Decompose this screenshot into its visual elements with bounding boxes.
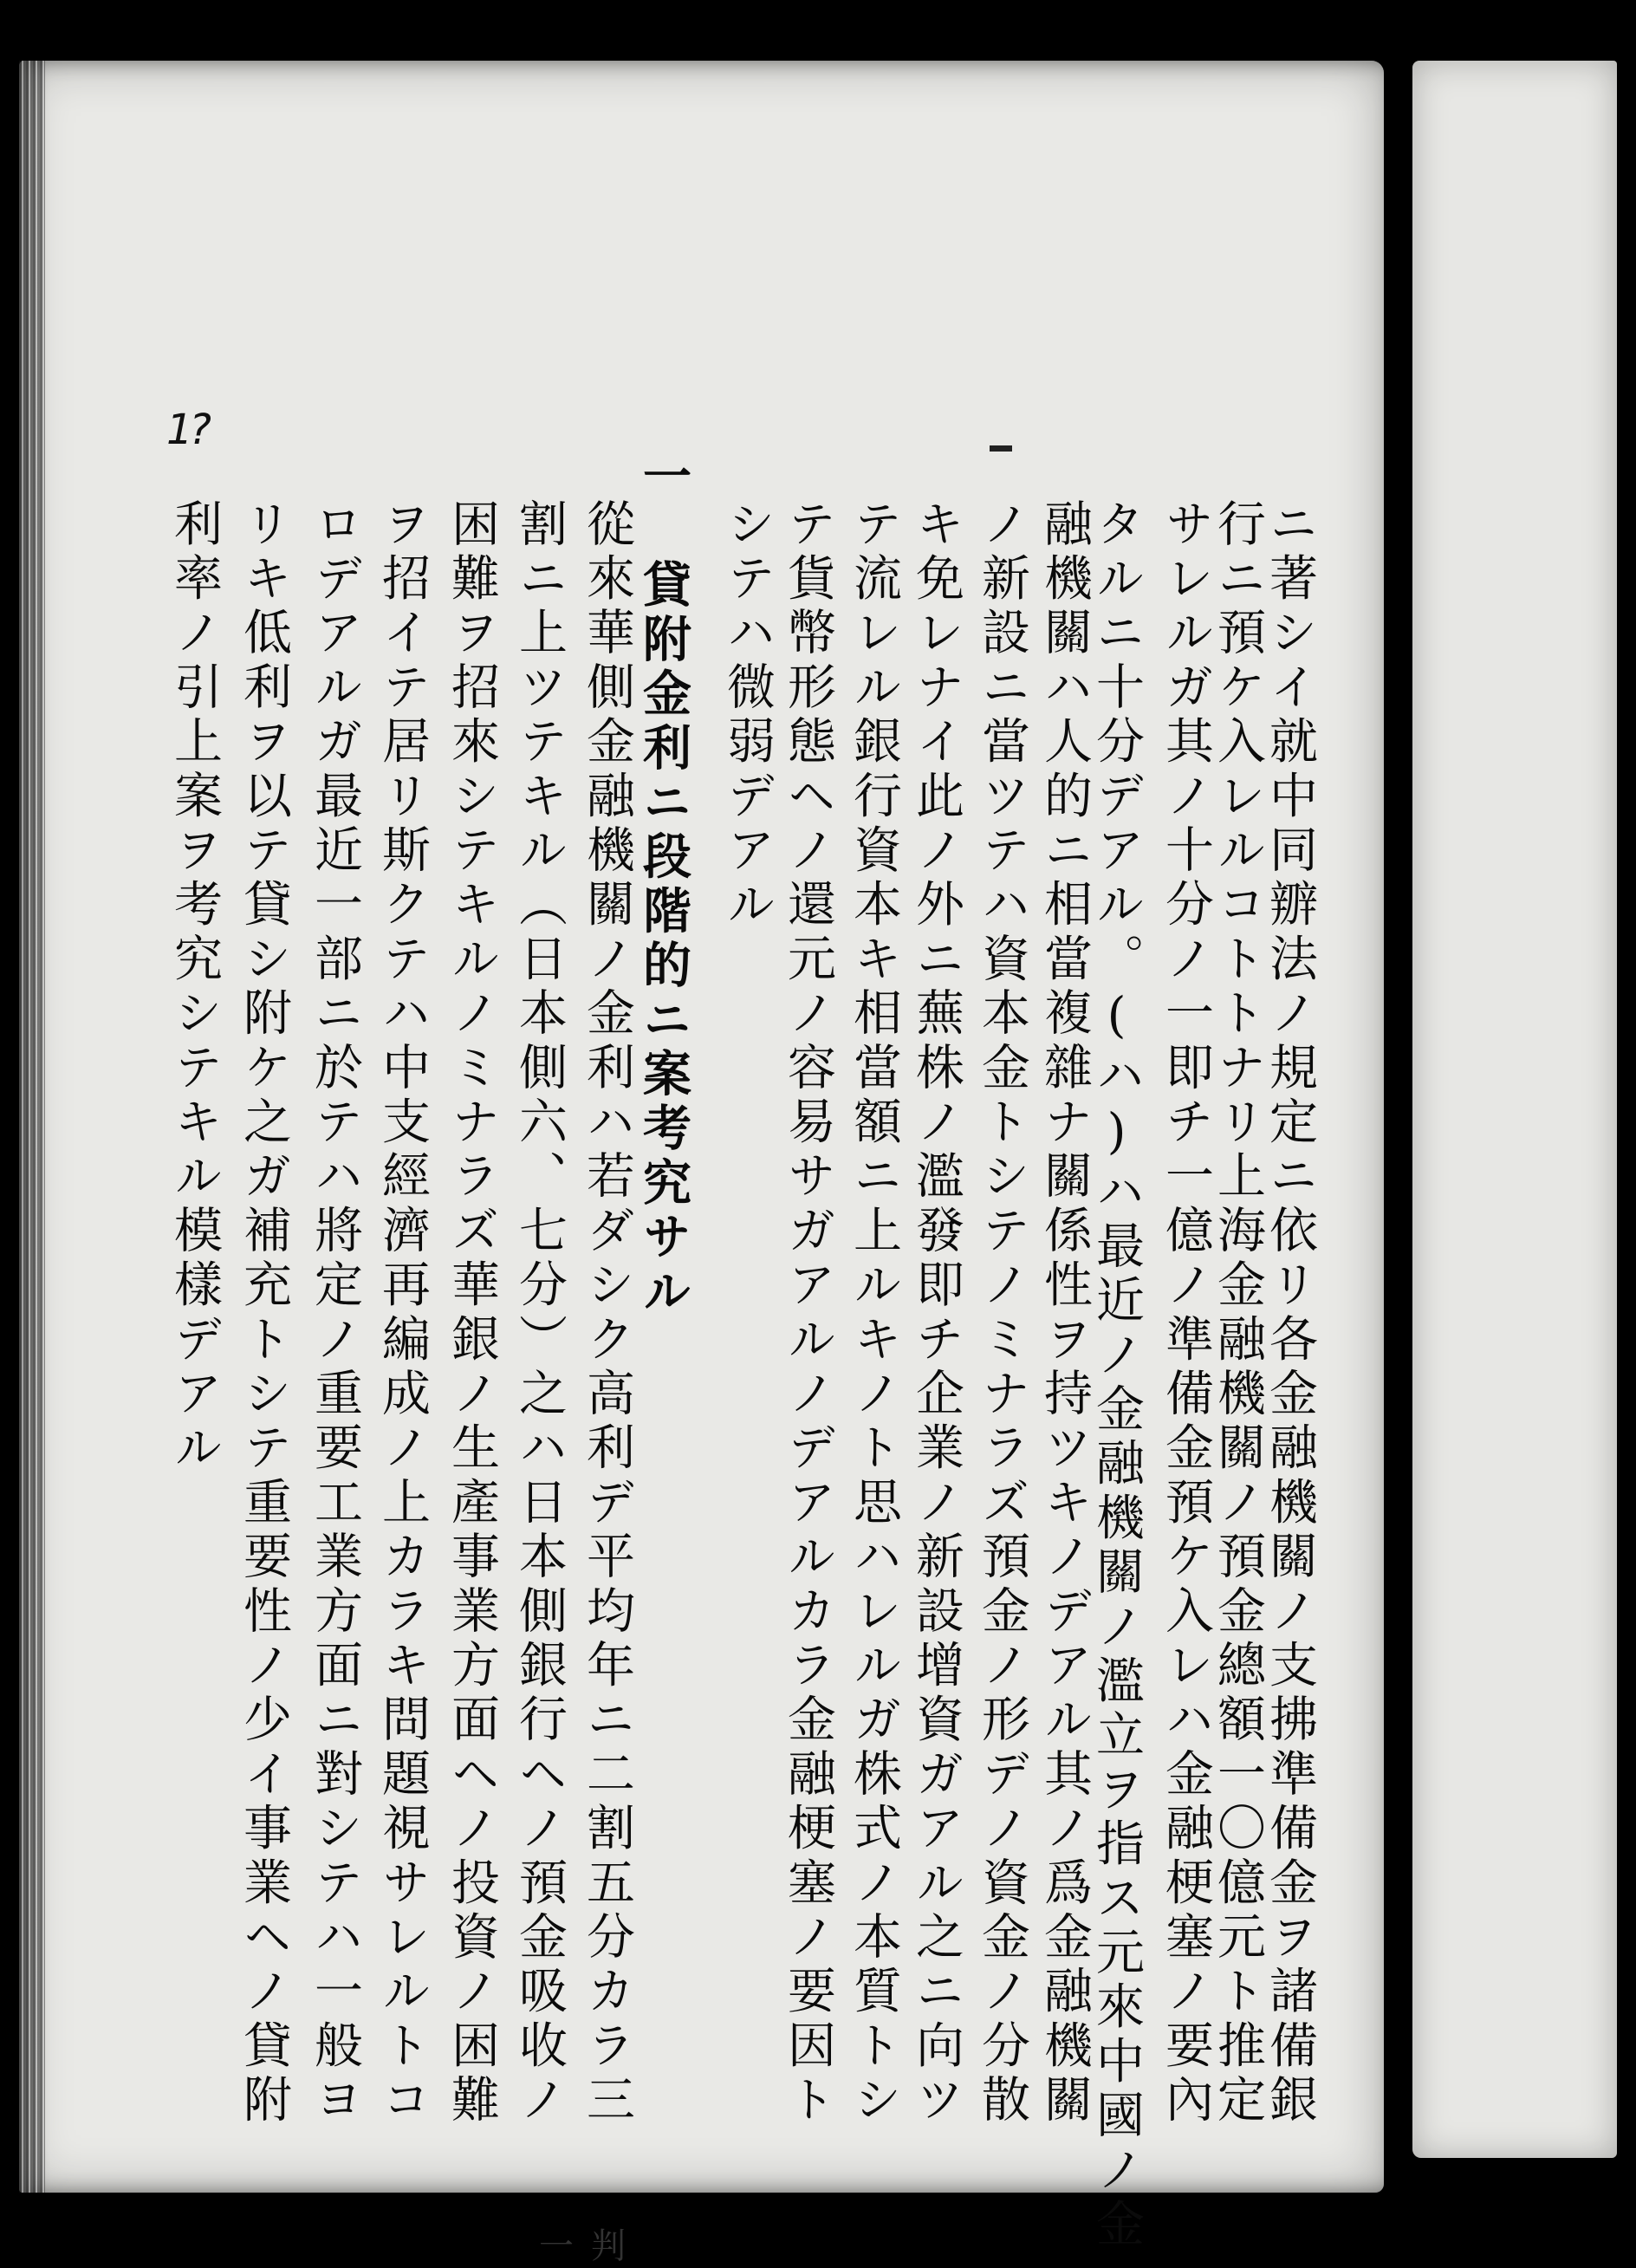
page-number: 1? (166, 406, 209, 454)
footer-mark: 一判 (539, 2226, 643, 2266)
text-column-1: ニ著シイ就中同辧法ノ規定ニ依リ各金融機關ノ支拂準備金ヲ諸備銀 (1262, 498, 1318, 2128)
text-column-9: テ貨幣形態ヘノ還元ノ容易サガアルノデアルカラ金融梗塞ノ要因ト (780, 498, 836, 2128)
section-dash (990, 445, 1012, 452)
text-column-15: ヲ招イテ居リ斯クテハ中支經濟再編成ノ上カラキ問題視サレルトコ (374, 498, 431, 2128)
text-column-7: キ免レナイ此ノ外ニ蕪株ノ濫發即チ企業ノ新設增資ガアル之ニ向ツ (908, 498, 964, 2128)
page-binding-edge (19, 61, 45, 2193)
text-column-16: ロデアルガ最近一部ニ於テハ將定ノ重要工業方面ニ對シテハ一般ヨ (307, 498, 363, 2128)
text-column-4: タルニ十分デアル。(ハ)ハ最近ノ金融機關ノ濫立ヲ指ス元來中國ノ金 (1088, 498, 1145, 2253)
text-column-18: 利率ノ引上案ヲ考究シテキル模樣デアル (166, 498, 223, 1477)
text-column-5: 融機關ハ人的ニ相當複雜ナ關係性ヲ持ツキノデアル其ノ爲金融機關 (1036, 498, 1093, 2128)
section-heading: 一 貸附金利ニ段階的ニ案考究サル (635, 451, 692, 1321)
text-column-17: リキ低利ヲ以テ貸シ附ケ之ガ補充トシテ重要性ノ少イ事業ヘノ貸附 (236, 498, 292, 2128)
text-column-6: ノ新設ニ當ツテハ資本金トシテノミナラズ預金ノ形デノ資金ノ分散 (974, 498, 1030, 2128)
text-column-13: 割ニ上ツテキル（日本側六、七分）之ハ日本側銀行ヘノ預金吸收ノ (511, 498, 568, 2128)
text-column-8: テ流レル銀行資本キ相當額ニ上ルキノト思ハレルガ株式ノ本質トシ (846, 498, 902, 2128)
text-column-3: サレルガ其ノ十分ノ一即チ一億ノ準備金預ケ入レハ金融梗塞ノ要內 (1158, 498, 1214, 2128)
text-column-10: シテハ微弱デアル (719, 498, 776, 933)
document-page (19, 61, 1384, 2266)
adjacent-page-edge (1412, 61, 1617, 2158)
text-column-2: 行ニ預ケ入レルコトトナリ上海金融機關ノ預金總額一〇億元ト推定 (1210, 498, 1266, 2128)
text-column-14: 困難ヲ招來シテキルノミナラズ華銀ノ生產事業方面ヘノ投資ノ困難 (444, 498, 500, 2128)
text-column-12: 從來華側金融機關ノ金利ハ若ダシク高利デ平均年ニ二割五分カラ三 (579, 498, 635, 2128)
